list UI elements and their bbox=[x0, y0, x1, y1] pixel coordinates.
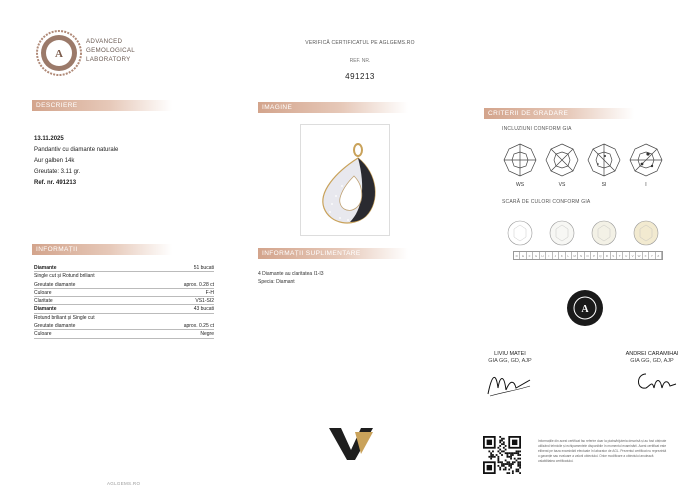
info-value: aprox. 0.28 ct bbox=[183, 281, 214, 288]
agl-badge-logo bbox=[567, 290, 603, 326]
supplementary-line: Specia: Diamant bbox=[258, 279, 295, 285]
info-row bbox=[34, 289, 214, 297]
qr-pattern bbox=[483, 436, 521, 474]
svg-text:A: A bbox=[581, 304, 589, 315]
section-suplimentare: INFORMAȚII SUPLIMENTARE bbox=[258, 248, 408, 259]
color-grade: Z bbox=[656, 252, 662, 259]
color-grade: X bbox=[643, 252, 649, 259]
color-grade: P bbox=[591, 252, 597, 259]
brand-logo bbox=[327, 424, 375, 462]
info-key: Greutate diamante bbox=[34, 281, 76, 288]
ref-number: 491213 bbox=[345, 72, 375, 81]
info-row bbox=[34, 314, 214, 322]
color-grade: E bbox=[520, 252, 526, 259]
lab-name bbox=[86, 37, 135, 64]
color-diagrams bbox=[505, 218, 670, 248]
agl-seal-logo bbox=[36, 30, 82, 76]
color-grade: N bbox=[578, 252, 584, 259]
description-block bbox=[34, 134, 118, 189]
info-key: Single cut și Rotund briliant bbox=[34, 273, 95, 280]
info-value: 51 bucati bbox=[193, 265, 214, 271]
signature-1 bbox=[484, 366, 534, 400]
info-key: Greutate diamante bbox=[34, 323, 76, 330]
color-grade: R bbox=[604, 252, 610, 259]
section-descriere: DESCRIERE bbox=[32, 100, 172, 111]
description-line: Greutate: 3.11 gr. bbox=[34, 169, 81, 175]
info-value: aprox. 0.25 ct bbox=[183, 323, 214, 330]
info-row bbox=[34, 322, 214, 330]
clarity-title: INCLUZIUNI CONFORM GIA bbox=[502, 126, 572, 132]
ref-label: REF. NR. bbox=[349, 58, 371, 64]
lab-name-line: LABORATORY bbox=[86, 56, 131, 63]
signer-1-name: LIVIU MATEI bbox=[494, 351, 526, 357]
info-row bbox=[34, 330, 214, 338]
info-value: 43 bucati bbox=[193, 306, 214, 313]
info-row bbox=[34, 297, 214, 305]
section-imagine: IMAGINE bbox=[258, 102, 408, 113]
info-row bbox=[34, 264, 214, 272]
info-key: Diamante bbox=[34, 306, 57, 313]
signer-2-title: GIA GG, GD, AJP bbox=[630, 358, 674, 364]
signature-2 bbox=[632, 366, 678, 396]
description-line: Aur galben 14k bbox=[34, 158, 75, 164]
color-grade: Y bbox=[649, 252, 655, 259]
qr-code[interactable] bbox=[483, 436, 521, 474]
color-grade: M bbox=[572, 252, 578, 259]
agl-badge-mark bbox=[567, 290, 603, 326]
description-line: Pandantiv cu diamante naturale bbox=[34, 147, 119, 153]
color-grade: G bbox=[533, 252, 539, 259]
footer-site: AGLGEMS.RO bbox=[107, 481, 141, 486]
info-key: Culoare bbox=[34, 331, 52, 338]
color-grade: W bbox=[636, 252, 642, 259]
lab-name-line: GEMOLOGICAL bbox=[86, 47, 136, 54]
clarity-label: VS bbox=[558, 182, 566, 188]
color-grade: O bbox=[585, 252, 591, 259]
supplementary-line: 4 Diamante au claritatea I1-I3 bbox=[258, 271, 324, 277]
svg-text:A: A bbox=[55, 48, 63, 60]
section-informatii: INFORMAȚII bbox=[32, 244, 172, 255]
clarity-label: SI bbox=[601, 182, 607, 188]
info-value: VS1-SI2 bbox=[195, 298, 214, 305]
color-grade: H bbox=[540, 252, 546, 259]
color-grade: T bbox=[617, 252, 623, 259]
signer-2-name: ANDREI CARAMIHAI bbox=[625, 351, 679, 357]
signer-1-title: GIA GG, GD, AJP bbox=[488, 358, 532, 364]
section-criterii: CRITERII DE GRADARE bbox=[484, 108, 634, 119]
color-scale bbox=[513, 251, 663, 260]
pendant-image bbox=[300, 124, 390, 236]
legal-text: Informațiile din acest certificat fac referire doar la piatra/bijuteria descrisă și au fost obținute utilizând tehnicile și echipamentele disponibile în momentul examinării. Acest certificat este eliberat pe baza examinării efectuate în laborator de AGL. Prezentul certificat nu reprezintă o garanție sau evaluare a valorii obiectului. Orice modificare a obiectului anulează valabilitatea certificatului. bbox=[538, 439, 667, 463]
description-ref: Ref. nr. 491213 bbox=[34, 180, 77, 186]
info-key: Rotund briliant și Single cut bbox=[34, 314, 95, 321]
info-row bbox=[34, 272, 214, 280]
color-grade: U bbox=[623, 252, 629, 259]
verify-link[interactable]: VERIFICĂ CERTIFICATUL PE AGLGEMS.RO bbox=[305, 40, 415, 46]
info-key: Diamante bbox=[34, 265, 57, 271]
lab-name-line: ADVANCED bbox=[86, 38, 123, 45]
color-grade: J bbox=[553, 252, 559, 259]
clarity-diagrams bbox=[502, 142, 672, 178]
color-grade: D bbox=[514, 252, 520, 259]
color-grade: K bbox=[559, 252, 565, 259]
description-date: 13.11.2025 bbox=[34, 136, 64, 142]
info-key: Culoare bbox=[34, 289, 52, 296]
color-grade: Q bbox=[598, 252, 604, 259]
color-title: SCARĂ DE CULORI CONFORM GIA bbox=[502, 199, 591, 205]
color-grade: L bbox=[566, 252, 572, 259]
supplementary-block bbox=[258, 270, 324, 286]
info-row bbox=[34, 305, 214, 313]
clarity-label: I bbox=[645, 182, 647, 188]
info-row bbox=[34, 281, 214, 289]
color-grade: S bbox=[611, 252, 617, 259]
info-value: F-H bbox=[205, 289, 214, 296]
clarity-label: WS bbox=[515, 182, 525, 188]
info-value: Negre bbox=[200, 331, 214, 338]
info-table bbox=[34, 264, 214, 339]
info-key: Claritate bbox=[34, 298, 53, 305]
color-grade: F bbox=[527, 252, 533, 259]
color-grade: I bbox=[546, 252, 552, 259]
color-grade: V bbox=[630, 252, 636, 259]
